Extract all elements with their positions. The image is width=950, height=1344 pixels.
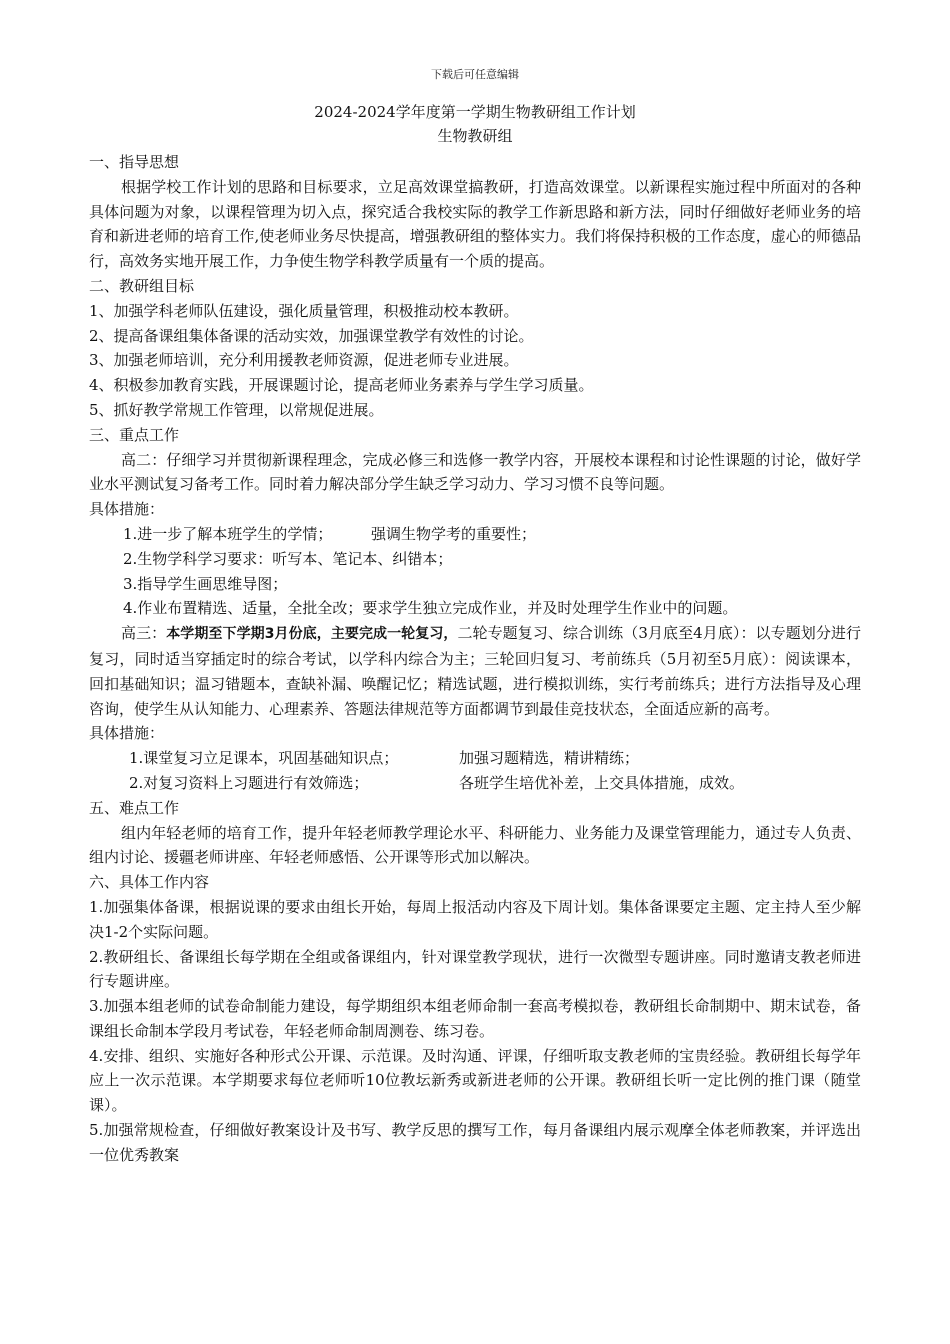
goal-item: 1、加强学科老师队伍建设，强化质量管理，积极推动校本教研。 [89,301,519,320]
grade2-measure-row [89,522,861,547]
grade3-paragraph [89,621,861,721]
goal-item: 2、提高备课组集体备课的活动实效，加强课堂教学有效性的讨论。 [89,326,534,345]
grade3-measure-item: 各班学生培优补差，上交具体措施，成效。 [459,773,745,792]
work-content-item: 4.安排、组织、实施好各种形式公开课、示范课。及时沟通、评课，仔细听取支教老师的宝贵经验。教研组长每学年应上一次示范课。本学期要求每位老师听10位教坛新秀或新进老师的公开课。教研组长听一定比例的推门课（随堂课）。 [89,1046,861,1115]
section-heading-goals: 二、教研组目标 [89,276,195,295]
difficult-work-paragraph: 组内年轻老师的培育工作，提升年轻老师教学理论水平、科研能力、业务能力及课堂管理能力，通过专人负责、组内讨论、援疆老师讲座、年轻老师感悟、公开课等形式加以解决。 [89,823,861,867]
grade2-measure-item: 强调生物学考的重要性； [371,524,537,543]
work-content-item: 3.加强本组老师的试卷命制能力建设，每学期组织本组老师命制一套高考模拟卷，教研组长命制期中、期末试卷，备课组长命制本学段月考试卷，年轻老师命制周测卷、练习卷。 [89,997,861,1040]
grade2-measure-item: 2.生物学科学习要求：听写本、笔记本、纠错本； [123,549,453,568]
grade2-paragraph: 高二：仔细学习并贯彻新课程理念，完成必修三和选修一教学内容，开展校本课程和讨论性课题的讨论，做好学业水平测试复习备考工作。同时着力解决部分学生缺乏学习动力、学习习惯不良等问题。 [89,450,861,494]
goal-item: 3、加强老师培训，充分利用援教老师资源，促进老师专业进展。 [89,351,519,370]
header-note: 下载后可任意编辑 [431,68,519,81]
grade2-measure-item: 4.作业布置精选、适量，全批全改；要求学生独立完成作业，并及时处理学生作业中的问题。 [123,599,738,618]
section-heading-key-work: 三、重点工作 [89,425,180,444]
grade3-measure-row [89,746,861,771]
work-content-item: 2.教研组长、备课组长每学期在全组或备课组内，针对课堂教学现状，进行一次微型专题讲座。同时邀请支教老师进行专题讲座。 [89,947,861,991]
work-content-item: 5.加强常规检查，仔细做好教案设计及书写、教学反思的撰写工作，每月备课组内展示观摩全体老师教案，并评选出一位优秀教案 [89,1121,861,1164]
grade2-measure-item: 1.进一步了解本班学生的学情； [123,524,333,543]
grade3-bold-text: 本学期至下学期3月份底，主要完成一轮复习， [166,626,458,643]
grade3-measure-item: 2.对复习资料上习题进行有效筛选； [129,773,369,792]
grade3-measure-item: 加强习题精选，精讲精练； [459,749,640,768]
guiding-ideology-paragraph: 根据学校工作计划的思路和目标要求，立足高效课堂搞教研，打造高效课堂。以新课程实施过程中所面对的各种具体问题为对象，以课程管理为切入点，探究适合我校实际的教学工作新思路和新方法，同时仔细做好老师业务的培育和新进老师的培育工作,使老师业务尽快提高，增强教研组的整体实力。我们将保持积极的工作态度，虚心的师德品行，高效务实地开展工作，力争使生物学科教学质量有一个质的提高。 [89,177,861,271]
measures-label: 具体措施： [89,724,165,743]
section-heading-difficult-work: 五、难点工作 [89,798,180,817]
document-body [89,100,861,1168]
grade3-text: 二轮专题复习、综合训练（3月底至4月底）：以专题划分进行复习，同时适当穿插定时的综合考试，以学科内综合为主；三轮回归复习、考前练兵（5月初至5月底）：阅读课本，回扣基础知识；温习错题本，查缺补漏、唤醒记忆；精选试题，进行模拟训练，实行考前练兵；进行方法指导及心理咨询，使学生从认知能力、心理素养、答题法律规范等方面都调节到最佳竞技状态，全面适应新的高考。 [89,624,861,718]
measures-label: 具体措施： [89,500,165,519]
grade2-measure-item: 3.指导学生画思维导图； [123,574,288,593]
section-heading-guiding-ideology: 一、指导思想 [89,153,180,171]
grade3-lead: 高三： [121,624,167,643]
document-title: 2024-2024学年度第一学期生物教研组工作计划 [314,103,636,121]
goal-item: 4、积极参加教育实践，开展课题讨论，提高老师业务素养与学生学习质量。 [89,376,594,395]
grade3-measure-item: 1.课堂复习立足课本，巩固基础知识点； [129,749,399,768]
section-heading-work-content: 六、具体工作内容 [89,873,210,892]
goal-item: 5、抓好教学常规工作管理，以常规促进展。 [89,400,384,419]
work-content-item: 1.加强集体备课，根据说课的要求由组长开始，每周上报活动内容及下周计划。集体备课要定主题、定主持人至少解决1-2个实际问题。 [89,897,861,941]
document-subtitle: 生物教研组 [437,127,513,145]
grade3-measure-row [89,771,861,796]
